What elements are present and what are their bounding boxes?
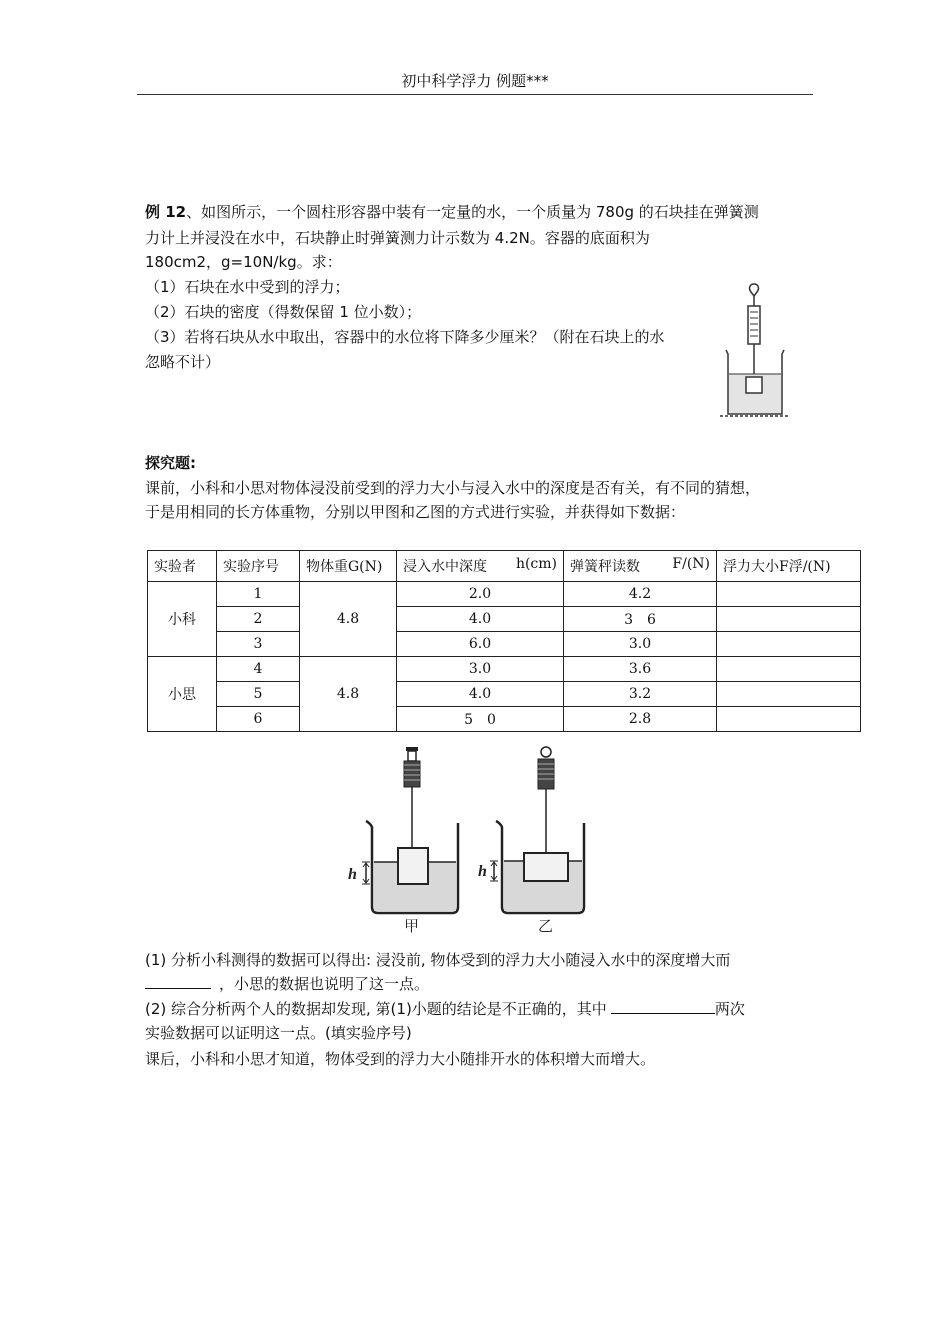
beaker-jia xyxy=(366,747,458,913)
question-1-line-2 xyxy=(145,973,429,995)
example-line-2: 力计上并浸没在水中，石块静止时弹簧测力计示数为 4.2N。容器的底面积为 xyxy=(145,229,650,247)
reading-cell: 3.0 xyxy=(564,632,717,657)
example-text-1: 、如图所示，一个圆柱形容器中装有一定量的水，一个质量为 780g 的石块挂在弹簧测 xyxy=(186,203,759,221)
header-reading xyxy=(564,551,717,582)
beaker-experiment-figure xyxy=(340,745,590,937)
trial-no-cell: 4 xyxy=(217,657,300,682)
header-reading-unit: F/(N) xyxy=(672,556,710,572)
beaker-yi xyxy=(496,747,584,913)
reading-cell: 3 6 xyxy=(564,607,717,632)
table-header-row xyxy=(148,551,861,582)
reading-cell: 4.2 xyxy=(564,582,717,607)
header-trial-no: 实验序号 xyxy=(217,551,300,582)
example-question-3-cont: 忽略不计） xyxy=(145,353,221,371)
trial-no-cell: 5 xyxy=(217,682,300,707)
reading-cell: 3.2 xyxy=(564,682,717,707)
label-jia: 甲 xyxy=(404,917,420,935)
table-row xyxy=(148,607,861,632)
trial-no-cell: 3 xyxy=(217,632,300,657)
table-row xyxy=(148,657,861,682)
buoyancy-cell xyxy=(717,682,861,707)
header-depth-label: 浸入水中深度 xyxy=(403,559,487,575)
h-label-left: h xyxy=(348,866,357,883)
conclusion: 课后，小科和小思才知道，物体受到的浮力大小随排开水的体积增大而增大。 xyxy=(145,1050,656,1068)
buoyancy-cell xyxy=(717,582,861,607)
depth-cell: 6.0 xyxy=(397,632,564,657)
header-depth-unit: h(cm) xyxy=(515,556,557,572)
buoyancy-cell xyxy=(717,707,861,732)
example-line-1 xyxy=(145,201,759,223)
experimenter-cell: 小思 xyxy=(148,657,217,732)
example-label: 例 12 xyxy=(145,203,187,221)
example-question-3: （3）若将石块从水中取出，容器中的水位将下降多少厘米？（附在石块上的水 xyxy=(145,328,665,346)
header-title: 初中科学浮力 例题*** xyxy=(401,72,549,90)
buoyancy-cell xyxy=(717,607,861,632)
label-yi: 乙 xyxy=(538,917,554,935)
question-2-text-2: 两次 xyxy=(714,1000,745,1018)
weight-cell: 4.8 xyxy=(300,582,397,657)
explore-title: 探究题: xyxy=(145,454,196,472)
example-line-3: 180cm2，g=10N/kg。求： xyxy=(145,253,342,271)
page-header xyxy=(137,70,813,95)
reading-cell: 3.6 xyxy=(564,657,717,682)
depth-cell: 5 0 xyxy=(397,707,564,732)
question-1-line-1: (1) 分析小科测得的数据可以得出: 浸没前, 物体受到的浮力大小随浸入水中的深度增大而 xyxy=(145,951,731,969)
header-weight: 物体重G(N) xyxy=(300,551,397,582)
depth-cell: 2.0 xyxy=(397,582,564,607)
answer-blank-1[interactable] xyxy=(145,988,211,989)
header-reading-label: 弹簧秤读数 xyxy=(570,559,640,575)
answer-blank-2[interactable] xyxy=(611,1013,715,1014)
table-row xyxy=(148,707,861,732)
header-depth xyxy=(397,551,564,582)
question-2-line-2: 实验数据可以证明这一点。(填实验序号) xyxy=(145,1024,412,1042)
header-experimenter: 实验者 xyxy=(148,551,217,582)
data-table xyxy=(147,550,861,732)
weight-cell: 4.8 xyxy=(300,657,397,732)
header-buoyancy: 浮力大小F浮/(N) xyxy=(717,551,861,582)
example-question-2: （2）石块的密度（得数保留 1 位小数）； xyxy=(145,303,422,321)
explore-intro-1: 课前，小科和小思对物体浸没前受到的浮力大小与浸入水中的深度是否有关，有不同的猜想， xyxy=(145,479,761,497)
table-row xyxy=(148,582,861,607)
example-question-1: （1）石块在水中受到的浮力； xyxy=(145,278,350,296)
experimenter-cell: 小科 xyxy=(148,582,217,657)
trial-no-cell: 6 xyxy=(217,707,300,732)
explore-intro-2: 于是用相同的长方体重物，分别以甲图和乙图的方式进行实验，并获得如下数据： xyxy=(145,503,686,521)
trial-no-cell: 2 xyxy=(217,607,300,632)
question-2-text-1: (2) 综合分析两个人的数据却发现, 第(1)小题的结论是不正确的，其中 xyxy=(145,1000,607,1018)
reading-cell: 2.8 xyxy=(564,707,717,732)
h-label-right: h xyxy=(478,863,487,880)
depth-cell: 4.0 xyxy=(397,682,564,707)
question-2-line-1 xyxy=(145,998,745,1020)
depth-cell: 4.0 xyxy=(397,607,564,632)
buoyancy-cell xyxy=(717,657,861,682)
buoyancy-cell xyxy=(717,632,861,657)
depth-cell: 3.0 xyxy=(397,657,564,682)
table-row xyxy=(148,632,861,657)
depth-marker-left xyxy=(362,862,370,884)
spring-scale-figure xyxy=(718,282,790,422)
trial-no-cell: 1 xyxy=(217,582,300,607)
question-1-text-2: ，小思的数据也说明了这一点。 xyxy=(219,975,430,993)
depth-marker-right xyxy=(490,861,498,881)
table-row xyxy=(148,682,861,707)
